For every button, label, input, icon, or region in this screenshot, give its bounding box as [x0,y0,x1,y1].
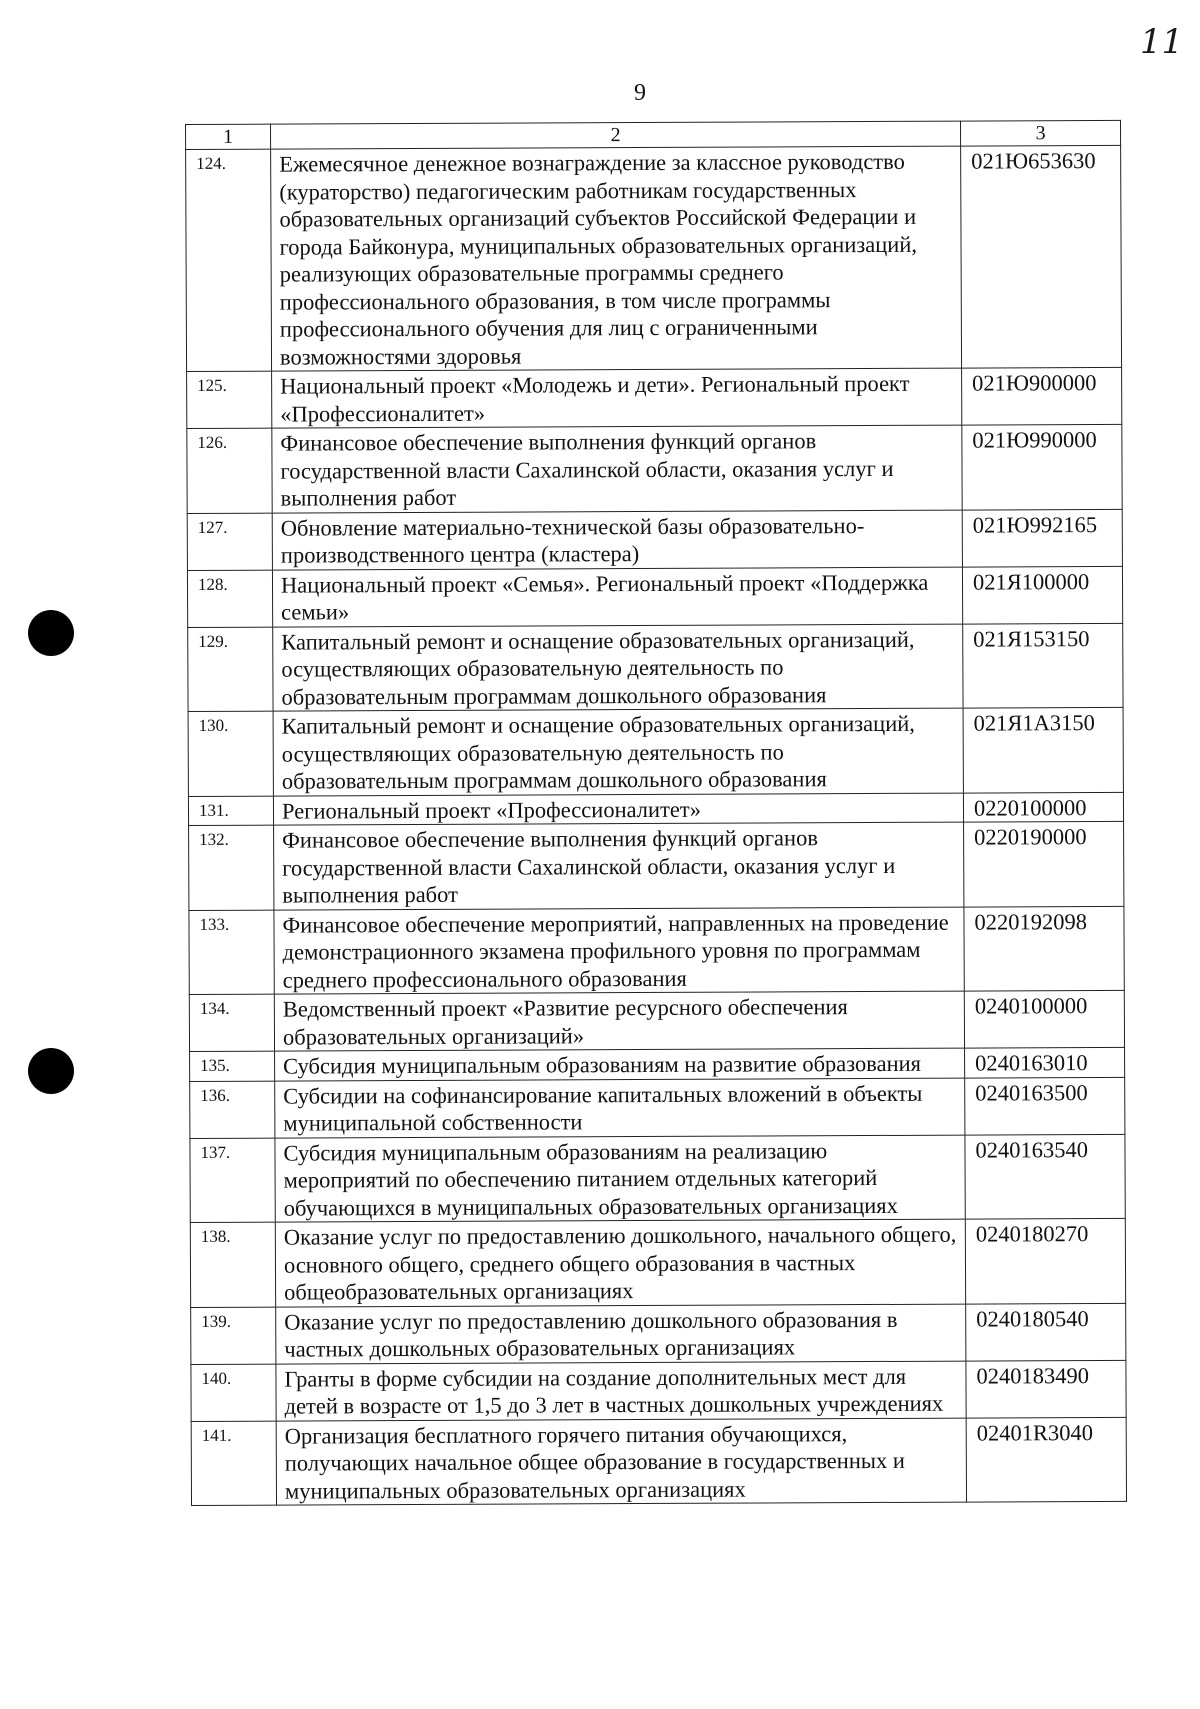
table-row [191,1303,1126,1364]
row-description-cell: Финансовое обеспечение выполнения функций органов государственной власти Сахалинской области, оказания услуг и выполнения работ [272,425,962,513]
row-description-cell: Национальный проект «Молодежь и дети». Региональный проект «Профессионалитет» [272,368,962,428]
table-row [188,623,1123,712]
punch-hole-lower [28,1048,74,1094]
table-row [187,424,1122,513]
column-header-name: 2 [271,121,961,149]
table-row [188,707,1123,796]
table-row [188,792,1123,826]
budget-classification-table [185,120,1127,1506]
row-code-cell: 021Ю653630 [961,145,1122,368]
row-description-cell: Субсидии на софинансирование капитальных вложений в объекты муниципальной собственности [275,1078,965,1138]
row-number-cell: 137. [190,1138,275,1223]
table-row [190,1047,1125,1081]
row-description-cell: Оказание услуг по предоставлению дошкольного образования в частных дошкольных образовательных организациях [276,1304,966,1364]
table-row [191,1360,1126,1421]
row-description-cell: Ведомственный проект «Развитие ресурсного обеспечения образовательных организаций» [274,991,964,1051]
row-code-cell: 0220190000 [964,821,1124,906]
row-number-cell: 127. [187,513,272,570]
table-row [189,906,1124,995]
row-code-cell: 021Ю990000 [962,424,1122,509]
row-description-cell: Субсидия муниципальным образованиям на реализацию мероприятий по обеспечению питанием отдельных категорий обучающихся в муниципальных образовательных организациях [275,1135,965,1223]
row-code-cell: 021Ю900000 [962,367,1122,425]
row-number-cell: 139. [191,1307,276,1364]
row-code-cell: 02401R3040 [966,1417,1126,1502]
punch-hole-upper [28,610,74,656]
row-description-cell: Оказание услуг по предоставлению дошкольного, начального общего, основного общего, среднего общего образования в частных общеобразовательных организациях [275,1219,965,1307]
column-header-number: 1 [186,124,271,149]
table-row [191,1417,1126,1506]
row-number-cell: 132. [189,825,274,910]
row-number-cell: 135. [190,1051,275,1081]
row-number-cell: 125. [187,371,272,428]
row-code-cell: 0240163540 [965,1134,1125,1219]
row-description-cell: Обновление материально-технической базы образовательно-производственного центра (кластера) [272,510,962,570]
row-description-cell: Региональный проект «Профессионалитет» [273,793,963,826]
row-number-cell: 134. [189,994,274,1051]
table-row [187,367,1122,428]
row-code-cell: 021Я100000 [962,566,1122,624]
row-number-cell: 124. [186,149,272,371]
row-code-cell: 0220192098 [964,906,1124,991]
table-row [187,566,1122,627]
table-row [190,1134,1125,1223]
row-number-cell: 136. [190,1081,275,1138]
row-description-cell: Капитальный ремонт и оснащение образовательных организаций, осуществляющих образовательную деятельность по образовательным программам дошкольного образования [273,708,963,796]
row-code-cell: 0240183490 [966,1360,1126,1418]
row-code-cell: 0220100000 [963,792,1123,822]
table-row [186,145,1122,371]
row-number-cell: 131. [188,796,273,826]
table-row [189,821,1124,910]
row-number-cell: 128. [187,570,272,627]
row-code-cell: 021Я1А3150 [963,707,1123,792]
row-code-cell: 0240100000 [964,990,1124,1048]
handwritten-page-mark: 11 [1140,22,1184,62]
row-description-cell: Гранты в форме субсидии на создание дополнительных мест для детей в возрасте от 1,5 до 3 лет в частных дошкольных учреждениях [276,1361,966,1421]
row-number-cell: 140. [191,1364,276,1421]
table-row [190,1077,1125,1138]
table-row [189,990,1124,1051]
row-description-cell: Финансовое обеспечение выполнения функций органов государственной власти Сахалинской области, оказания услуг и выполнения работ [274,822,964,910]
row-code-cell: 0240163010 [965,1047,1125,1077]
row-code-cell: 0240163500 [965,1077,1125,1135]
row-description-cell: Ежемесячное денежное вознаграждение за классное руководство (кураторство) педагогическим работникам государственных образовательных организаций субъектов Российской Федерации и города Байконура, муниципальных образовательных организаций, реализующих образовательные программы среднего профессионального образования, в том числе программы профессионального обучения для лиц с ограниченными возможностями здоровья [271,146,962,371]
table-row [187,509,1122,570]
table-body [186,145,1127,1505]
row-description-cell: Капитальный ремонт и оснащение образовательных организаций, осуществляющих образовательную деятельность по образовательным программам дошкольного образования [273,624,963,712]
row-code-cell: 0240180540 [966,1303,1126,1361]
row-number-cell: 126. [187,428,272,513]
row-code-cell: 021Я153150 [963,623,1123,708]
page-number: 9 [634,80,646,106]
row-number-cell: 129. [188,627,273,712]
row-description-cell: Финансовое обеспечение мероприятий, направленных на проведение демонстрационного экзамена профильного уровня по программам среднего профессионального образования [274,907,964,995]
row-description-cell: Организация бесплатного горячего питания обучающихся, получающих начальное общее образование в государственных и муниципальных образовательных организациях [276,1418,966,1506]
row-description-cell: Национальный проект «Семья». Региональный проект «Поддержка семьи» [272,567,962,627]
row-number-cell: 130. [188,711,273,796]
column-header-code: 3 [960,120,1120,146]
table-row [190,1218,1125,1307]
row-description-cell: Субсидия муниципальным образованиям на развитие образования [275,1048,965,1081]
row-code-cell: 0240180270 [965,1218,1125,1303]
row-number-cell: 138. [190,1222,275,1307]
row-code-cell: 021Ю992165 [962,509,1122,567]
row-number-cell: 133. [189,910,274,995]
row-number-cell: 141. [191,1421,276,1506]
